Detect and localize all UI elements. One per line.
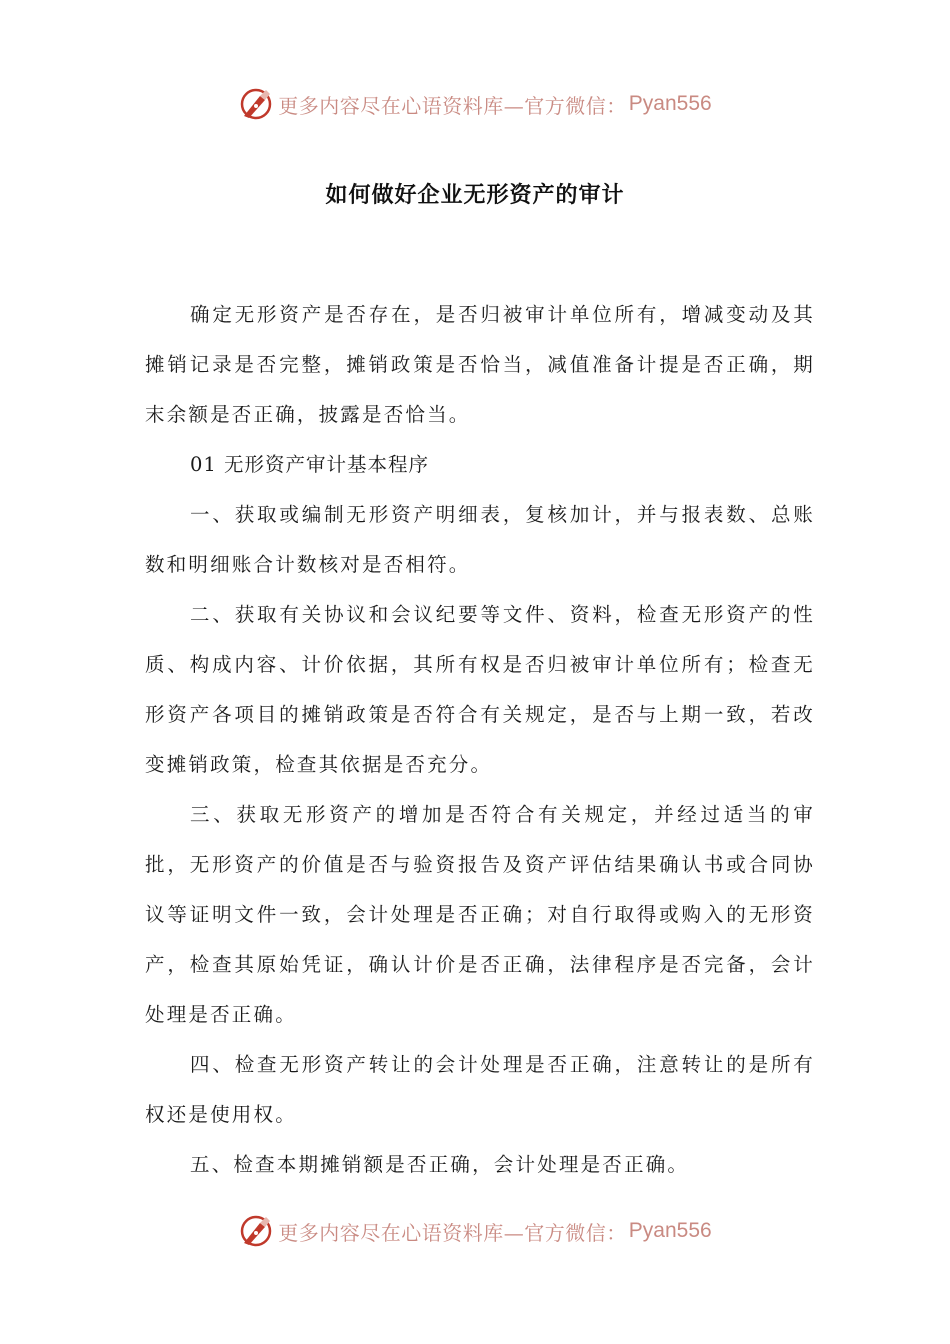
paragraph-step-5: 五、检查本期摊销额是否正确，会计处理是否正确。 — [190, 1153, 690, 1176]
banner-wechat-id: Pyan556 — [628, 1219, 712, 1242]
pen-nib-logo-icon — [238, 86, 274, 122]
banner-text: 更多内容尽在心语资料库—官方微信： — [278, 1220, 627, 1245]
paragraph-step-4: 四、检查无形资产转让的会计处理是否正确，注意转让的是所有权还是使用权。 — [145, 1053, 815, 1126]
paragraph-step-3: 三、获取无形资产的增加是否符合有关规定，并经过适当的审批，无形资产的价值是否与验资报告及资产评估结果确认书或合同协议等证明文件一致，会计处理是否正确；对自行取得或购入的无形资产，检查其原始凭证，确认计价是否正确，法律程序是否完备，会计处理是否正确。 — [145, 803, 815, 1026]
footer-banner — [0, 1211, 950, 1251]
paragraph-intro: 确定无形资产是否存在，是否归被审计单位所有，增减变动及其摊销记录是否完整，摊销政策是否恰当，减值准备计提是否正确，期末余额是否正确，披露是否恰当。 — [145, 303, 815, 426]
banner-wechat-id: Pyan556 — [628, 92, 712, 115]
document-body — [145, 290, 815, 1190]
section-heading: 01 无形资产审计基本程序 — [190, 453, 430, 476]
header-banner — [0, 84, 950, 124]
banner-text: 更多内容尽在心语资料库—官方微信： — [278, 93, 627, 118]
paragraph-step-2: 二、获取有关协议和会议纪要等文件、资料，检查无形资产的性质、构成内容、计价依据，其所有权是否归被审计单位所有；检查无形资产各项目的摊销政策是否符合有关规定，是否与上期一致，若改变摊销政策，检查其依据是否充分。 — [145, 603, 815, 776]
paragraph-step-1: 一、获取或编制无形资产明细表，复核加计，并与报表数、总账数和明细账合计数核对是否相符。 — [145, 503, 815, 576]
pen-nib-logo-icon — [238, 1213, 274, 1249]
document-title: 如何做好企业无形资产的审计 — [325, 183, 625, 208]
